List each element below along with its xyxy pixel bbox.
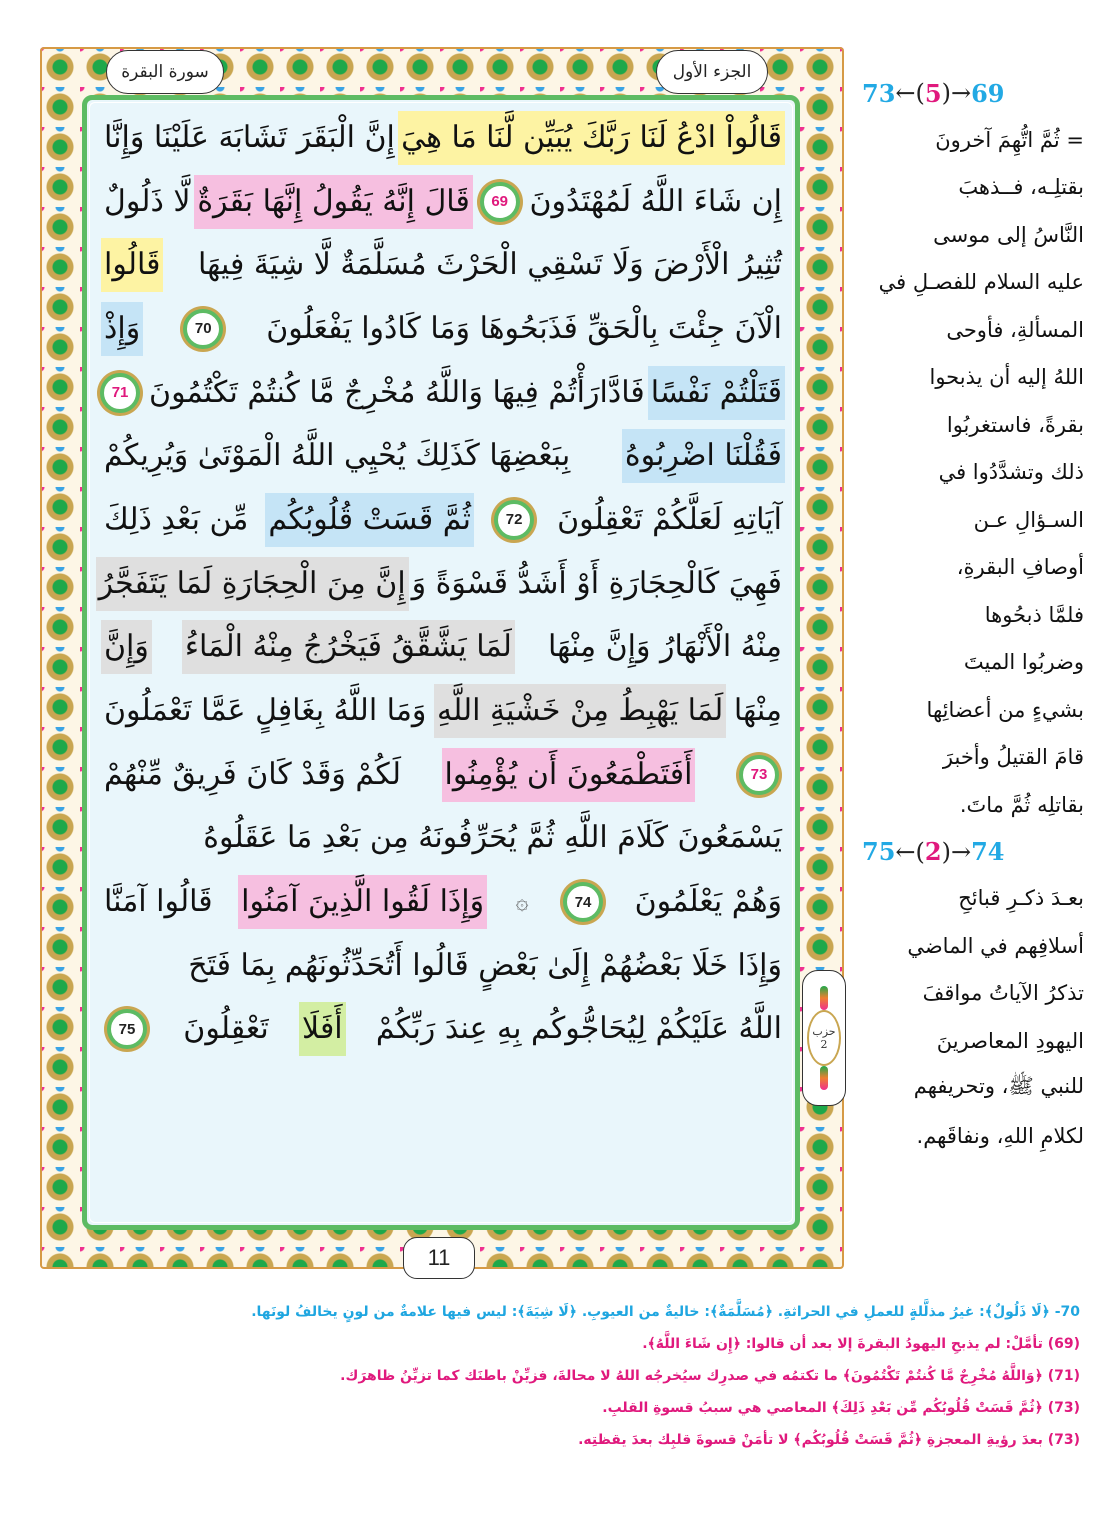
commentary-line: عليه السلام للفصـلِ في	[878, 270, 1084, 295]
commentary-line: ذلك وتشدَّدُوا في	[938, 460, 1084, 485]
commentary-line: السـؤالِ عـن	[973, 507, 1084, 532]
highlighted-verse-segment: قَالُوا	[101, 238, 163, 292]
hizb-ornament-icon	[820, 1066, 828, 1090]
commentary-line: أوصافِ البقرةِ،	[956, 555, 1084, 580]
commentary-line: أسلافِهم في الماضي	[907, 933, 1084, 958]
rub-el-hizb-icon: ۞	[515, 889, 529, 915]
highlighted-verse-segment: قَتَلْتُمْ نَفْسًا	[648, 366, 785, 420]
verse-segment: وَإِذَا خَلَا بَعْضُهُمْ إِلَىٰ بَعْضٍ قَالُوا أَتُحَدِّثُونَهُم بِمَا فَتَحَ	[188, 947, 782, 983]
commentary-line: قامَ القتيلُ وأخبرَ	[942, 745, 1084, 770]
quran-line	[98, 552, 785, 616]
commentary-line: تذكرُ الآياتُ مواقفَ	[922, 981, 1084, 1006]
commentary-column	[850, 70, 1090, 1160]
quran-line	[101, 934, 785, 998]
commentary-block-2	[850, 875, 1090, 1160]
ayah-number-marker: 70	[183, 309, 223, 349]
quran-line	[101, 233, 785, 297]
quran-line	[101, 743, 785, 807]
verse-segment: تَعْقِلُونَ	[183, 1011, 269, 1047]
verse-segment: يَسْمَعُونَ كَلَامَ اللَّهِ ثُمَّ يُحَرِّفُونَهُ مِن بَعْدِ مَا عَقَلُوهُ	[203, 820, 782, 856]
range-from: 74	[971, 837, 1005, 866]
highlighted-verse-segment: إِنَّ مِنَ الْحِجَارَةِ لَمَا يَتَفَجَّرُ	[96, 557, 409, 611]
quran-line	[101, 870, 785, 934]
hizb-number: 2	[820, 1038, 828, 1051]
verse-segment: فَادَّارَأْتُمْ فِيهَا وَاللَّهُ مُخْرِجٌ مَّا كُنتُمْ تَكْتُمُونَ	[149, 374, 645, 410]
arrow-left-icon: ←	[895, 837, 916, 866]
footnote: (69) تأمَّلْ: لم يذبحِ اليهودُ البقرةَ إلا بعد أن قالوا: ﴿إِن شَاءَ اللَّهُ﴾.	[642, 1336, 1080, 1352]
range-to: 75	[862, 837, 896, 866]
quran-line	[101, 679, 785, 743]
quran-line	[101, 361, 785, 425]
verse-segment: وَمَا اللَّهُ بِغَافِلٍ عَمَّا تَعْمَلُونَ	[104, 693, 427, 729]
paren-close: )	[941, 837, 951, 866]
hizb-ornament-icon	[820, 986, 828, 1010]
juz-label: الجزء الأول	[656, 50, 768, 94]
quran-line	[101, 170, 785, 234]
highlighted-verse-segment: فَقُلْنَا اضْرِبُوهُ	[622, 429, 785, 483]
quran-line	[101, 106, 785, 170]
quran-line	[101, 424, 785, 488]
verse-segment: إِنَّ الْبَقَرَ تَشَابَهَ عَلَيْنَا وَإِنَّا	[104, 119, 395, 155]
ayah-number-marker: 73	[739, 755, 779, 795]
quran-line	[101, 807, 785, 871]
quran-line	[101, 488, 785, 552]
arrow-left-icon: ←	[895, 79, 916, 107]
ayah-range-header-2	[850, 829, 1090, 875]
hizb-oval	[807, 1010, 841, 1066]
range-from: 69	[971, 78, 1005, 108]
highlighted-verse-segment: وَإِنَّ	[101, 620, 152, 674]
commentary-line: فلمَّا ذبحُوها	[984, 602, 1084, 627]
highlighted-verse-segment: لَمَا يَهْبِطُ مِنْ خَشْيَةِ اللَّهِ	[434, 684, 726, 738]
ayah-number-marker: 74	[563, 882, 603, 922]
surah-label: سورة البقرة	[106, 50, 224, 94]
commentary-line: وضربُوا الميتَ	[963, 650, 1084, 675]
paren-open: (	[915, 79, 925, 107]
verse-segment: الْآنَ جِئْتَ بِالْحَقِّ فَذَبَحُوهَا وَمَا كَادُوا يَفْعَلُونَ	[266, 310, 782, 346]
ayah-number-marker: 75	[107, 1009, 147, 1049]
range-to: 73	[862, 78, 896, 108]
quran-lines	[98, 106, 785, 1061]
footnote: (73) ﴿ثُمَّ قَسَتْ قُلُوبُكُم مِّن بَعْدِ ذَلِكَ﴾ المعاصي هي سببُ قسوةِ القلبِ.	[602, 1400, 1080, 1416]
commentary-line: اللهُ إليه أن يذبحوا	[929, 365, 1084, 390]
footnote: (73) بعدَ رؤيةِ المعجزةِ ﴿ثُمَّ قَسَتْ قُلُوبُكُم﴾ لا تأمَنْ قسوةَ قلبِك بعدَ يقظتِه.	[578, 1432, 1080, 1448]
arrow-right-icon: →	[950, 837, 972, 866]
verse-segment: مِنْهَا	[733, 693, 782, 729]
commentary-line: بعـدَ ذكـرِ قبائحِ	[958, 886, 1084, 911]
commentary-line: للنبي ﷺ، وتحريفهم	[913, 1073, 1084, 1098]
verse-segment: مِّن بَعْدِ ذَلِكَ	[104, 501, 249, 537]
verse-segment: لَكُمْ وَقَدْ كَانَ فَرِيقٌ مِّنْهُمْ	[104, 756, 402, 792]
paren-open: (	[915, 837, 925, 866]
verse-segment: آيَاتِهِ لَعَلَّكُمْ تَعْقِلُونَ	[557, 501, 782, 537]
commentary-line: بقتلِـه، فــذهبَ	[958, 175, 1084, 200]
footnote: (71) ﴿وَاللَّهُ مُخْرِجٌ مَّا كُنتُمْ تَكْتُمُونَ﴾ ما تكتمُه في صدرِك سيُخرجُه اللهُ لا محالةَ، فزيِّنْ باطنَك كما تزيِّنُ ظاهرَك.	[340, 1368, 1080, 1384]
highlighted-verse-segment: ثُمَّ قَسَتْ قُلُوبُكُم	[265, 493, 474, 547]
footnote: 70- ﴿لَا ذَلُولٌ﴾: غيرُ مذلَّلةٍ للعملِ في الحراثةِ. ﴿مُسَلَّمَةٌ﴾: خاليةٌ من العيوبِ. ﴿لَا شِيَةَ﴾: ليس فيها علامةٌ من لونٍ يخالفُ لونَها.	[251, 1304, 1080, 1320]
commentary-line: المسألةِ، فأوحى	[946, 317, 1084, 342]
commentary-line: بشيءٍ من أعضائِها	[926, 697, 1084, 722]
highlighted-verse-segment: وَإِذْ	[101, 302, 143, 356]
quran-line	[101, 297, 785, 361]
footnotes	[90, 1296, 1080, 1456]
commentary-line: النَّاسُ إلى موسى	[933, 222, 1084, 247]
highlighted-verse-segment: وَإِذَا لَقُوا الَّذِينَ آمَنُوا	[238, 875, 487, 929]
highlighted-verse-segment: قَالَ إِنَّهُ يَقُولُ إِنَّهَا بَقَرَةٌ	[194, 175, 472, 229]
commentary-line: بقرةً، فاستغربُوا	[946, 412, 1084, 437]
ayah-range-header-1	[850, 70, 1090, 116]
range-count: 5	[924, 78, 942, 108]
verse-segment: فَهِيَ كَالْحِجَارَةِ أَوْ أَشَدُّ قَسْوَةً وَ	[411, 565, 782, 601]
verse-segment: لَّا ذَلُولٌ	[104, 183, 191, 219]
commentary-block-1	[850, 116, 1090, 829]
highlighted-verse-segment: أَفَتَطْمَعُونَ أَن يُؤْمِنُوا	[442, 748, 696, 802]
verse-segment: مِنْهُ الْأَنْهَارُ وَإِنَّ مِنْهَا	[547, 629, 782, 665]
hizb-marker	[802, 970, 846, 1106]
commentary-line: = ثُمَّ اتُّهِمَ آخرونَ	[935, 127, 1084, 152]
ayah-number-marker: 71	[100, 373, 140, 413]
verse-segment: بِبَعْضِهَا كَذَلِكَ يُحْيِي اللَّهُ الْمَوْتَىٰ وَيُرِيكُمْ	[104, 438, 571, 474]
quran-line	[101, 616, 785, 680]
page-number: 11	[403, 1237, 475, 1279]
quran-text-panel	[82, 95, 800, 1230]
verse-segment: تُثِيرُ الْأَرْضَ وَلَا تَسْقِي الْحَرْثَ مُسَلَّمَةٌ لَّا شِيَةَ فِيهَا	[198, 247, 782, 283]
commentary-line: بقاتلِه ثُمَّ ماتَ.	[959, 792, 1084, 817]
verse-segment: إِن شَاءَ اللَّهُ لَمُهْتَدُونَ	[529, 183, 782, 219]
commentary-line: لكلامِ اللهِ، ونفاقَهم.	[916, 1123, 1084, 1148]
range-count: 2	[924, 837, 942, 866]
ayah-number-marker: 72	[494, 500, 534, 540]
verse-segment: اللَّهُ عَلَيْكُمْ لِيُحَاجُّوكُم بِهِ عِندَ رَبِّكُمْ	[375, 1011, 782, 1047]
verse-segment: وَهُمْ يَعْلَمُونَ	[634, 884, 782, 920]
paren-close: )	[941, 79, 951, 107]
ayah-number-marker: 69	[480, 182, 520, 222]
highlighted-verse-segment: أَفَلَا	[299, 1002, 346, 1056]
commentary-line: اليهودِ المعاصرينَ	[936, 1028, 1084, 1053]
highlighted-verse-segment: لَمَا يَشَّقَّقُ فَيَخْرُجُ مِنْهُ الْمَاءُ	[182, 620, 515, 674]
highlighted-verse-segment: قَالُواْ ادْعُ لَنَا رَبَّكَ يُبَيِّن لَّنَا مَا هِيَ	[398, 111, 785, 165]
arrow-right-icon: →	[950, 79, 972, 107]
hizb-label: حزب	[812, 1025, 836, 1038]
quran-line	[101, 998, 785, 1062]
verse-segment: قَالُوا آمَنَّا	[104, 884, 213, 920]
